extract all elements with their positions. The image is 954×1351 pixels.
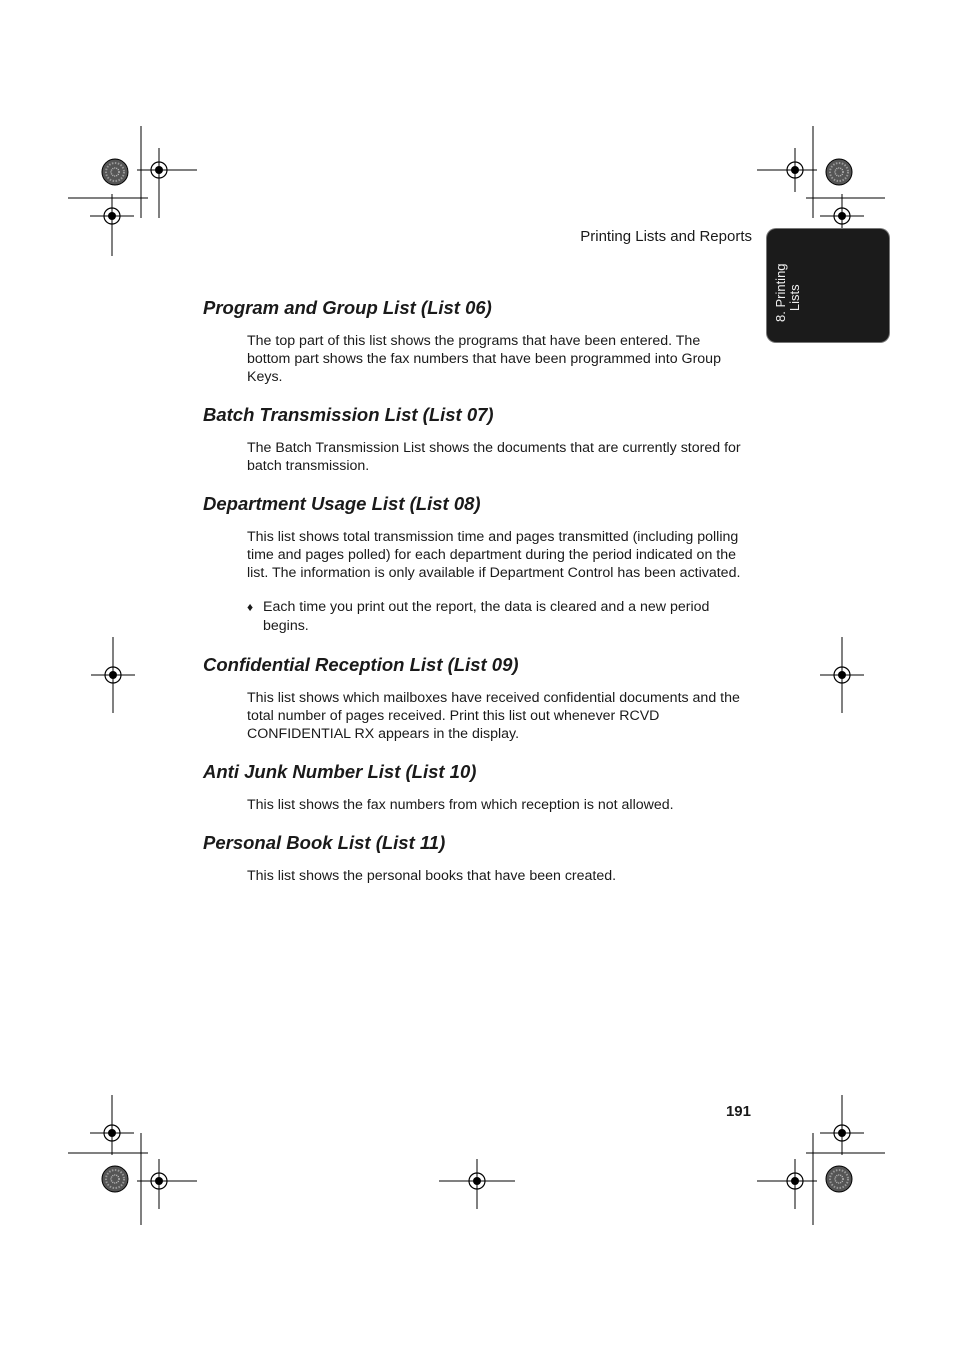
bullet-item	[247, 598, 743, 636]
section-department-usage-list	[203, 492, 743, 636]
chapter-tab-label: 8. Printing Lists	[773, 263, 802, 322]
section-paragraph: The top part of this list shows the programs that have been entered. The bottom part shows the fax numbers that have been programmed into Group Keys.	[247, 333, 721, 385]
page-number: 191	[725, 1103, 751, 1120]
section-anti-junk-number-list	[203, 760, 743, 814]
section-heading: Batch Transmission List (List 07)	[203, 404, 494, 425]
page-content	[203, 296, 743, 885]
section-paragraph: The Batch Transmission List shows the documents that are currently stored for batch transmission.	[247, 440, 741, 474]
running-header: Printing Lists and Reports	[580, 228, 752, 245]
diamond-bullet-icon: ♦	[247, 600, 254, 614]
section-heading: Program and Group List (List 06)	[203, 297, 492, 318]
section-heading: Department Usage List (List 08)	[203, 493, 481, 514]
section-paragraph: This list shows the personal books that have been created.	[247, 868, 617, 884]
section-heading: Confidential Reception List (List 09)	[203, 654, 519, 675]
section-paragraph: This list shows which mailboxes have received confidential documents and the total number of pages received. Print this list out whenever RCVD CONFIDENTIAL RX appears in the display.	[247, 690, 740, 742]
section-personal-book-list	[203, 831, 743, 885]
section-paragraph: This list shows total transmission time and pages transmitted (including polling time and pages polled) for each department during the period indicated on the list. The information is only available if Department Control has been activated.	[247, 529, 741, 581]
section-program-group-list	[203, 296, 743, 386]
section-paragraph: This list shows the fax numbers from which reception is not allowed.	[247, 797, 674, 813]
section-heading: Anti Junk Number List (List 10)	[203, 761, 477, 782]
section-heading: Personal Book List (List 11)	[203, 832, 446, 853]
section-batch-transmission-list	[203, 403, 743, 475]
section-confidential-reception-list	[203, 653, 743, 743]
bullet-text: Each time you print out the report, the data is cleared and a new period begins.	[263, 599, 710, 634]
